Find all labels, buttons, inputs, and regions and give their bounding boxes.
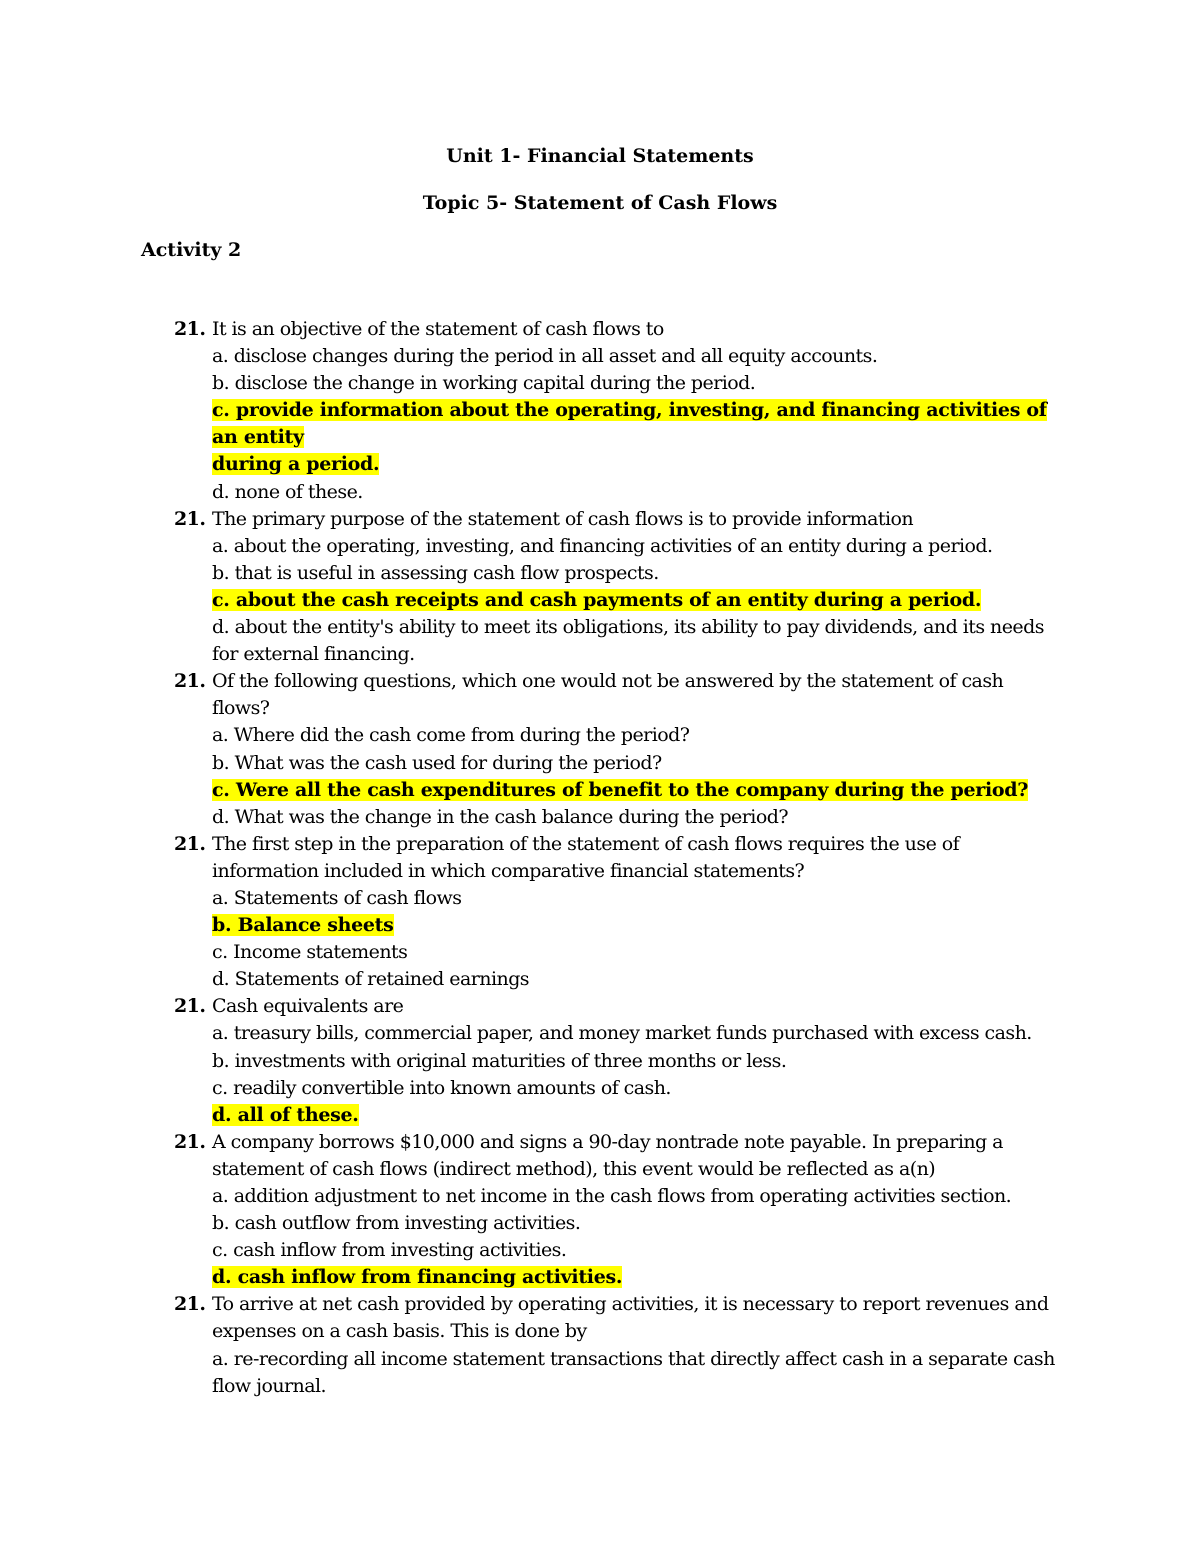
question-item [141, 506, 1056, 669]
question-number: 21. [174, 318, 206, 340]
answer-option: c. Income statements [212, 941, 408, 964]
highlighted-answer: c. about the cash receipts and cash payments of an entity during a period. [212, 588, 982, 611]
question-number: 21. [174, 832, 206, 855]
answer-option: b. investments with original maturities of three months or less. [212, 1049, 787, 1072]
question-stem: Cash equivalents are [212, 995, 404, 1018]
answer-option-correct-continued [212, 451, 1056, 478]
question-item [141, 316, 1056, 506]
answer-option-correct [212, 1102, 1056, 1129]
answer-option: d. none of these. [212, 480, 363, 503]
answer-option: d. about the entity's ability to meet its obligations, its ability to pay dividends, and its needs for external financing. [212, 616, 1044, 666]
highlighted-answer: d. all of these. [212, 1103, 359, 1126]
answer-option: a. Where did the cash come from during the period? [212, 724, 690, 747]
question-item [141, 668, 1056, 831]
question-stem: It is an objective of the statement of cash flows to [212, 318, 664, 340]
question-number: 21. [174, 1293, 206, 1316]
answer-option-correct [212, 1264, 1056, 1291]
question-stem: The first step in the preparation of the statement of cash flows requires the use of information included in which comparative financial statements? [212, 832, 960, 882]
answer-option: b. cash outflow from investing activities. [212, 1212, 581, 1235]
answer-option-correct [212, 777, 1056, 804]
question-stem: A company borrows $10,000 and signs a 90-day nontrade note payable. In preparing a statement of cash flows (indirect method), this event would be reflected as a(n) [212, 1130, 1003, 1180]
question-item [141, 1129, 1056, 1292]
answer-option: a. disclose changes during the period in all asset and all equity accounts. [212, 345, 878, 368]
answer-option: a. re-recording all income statement transactions that directly affect cash in a separate cash flow journal. [212, 1347, 1055, 1397]
answer-option: b. that is useful in assessing cash flow prospects. [212, 561, 659, 584]
answer-option: b. What was the cash used for during the period? [212, 751, 662, 774]
question-number: 21. [174, 1130, 206, 1153]
answer-option-correct [212, 397, 1056, 451]
question-stem: The primary purpose of the statement of cash flows is to provide information [212, 507, 914, 530]
answer-option: d. What was the change in the cash balance during the period? [212, 805, 788, 828]
answer-option-correct [212, 587, 1056, 614]
highlighted-answer: d. cash inflow from financing activities. [212, 1266, 623, 1289]
highlighted-answer: b. Balance sheets [212, 914, 394, 937]
question-number: 21. [174, 507, 206, 530]
answer-option: c. readily convertible into known amounts of cash. [212, 1076, 671, 1099]
question-item [141, 993, 1056, 1128]
question-stem: Of the following questions, which one would not be answered by the statement of cash flows? [212, 670, 1004, 720]
question-number: 21. [174, 995, 206, 1018]
question-item [141, 1291, 1056, 1399]
question-item [141, 831, 1056, 994]
question-list [141, 316, 1056, 1400]
highlighted-answer-line: during a period. [212, 453, 380, 476]
answer-option: a. addition adjustment to net income in the cash flows from operating activities section. [212, 1185, 1012, 1207]
answer-option: c. cash inflow from investing activities. [212, 1239, 567, 1262]
answer-option: b. disclose the change in working capital during the period. [212, 372, 756, 395]
answer-option: a. about the operating, investing, and financing activities of an entity during a period. [212, 534, 993, 557]
answer-option-correct [212, 912, 1056, 939]
unit-title: Unit 1- Financial Statements [446, 145, 754, 167]
question-stem: To arrive at net cash provided by operating activities, it is necessary to report revenues and expenses on a cash basis. This is done by [212, 1293, 1049, 1343]
highlighted-answer: c. Were all the cash expenditures of benefit to the company during the period? [212, 778, 1029, 801]
activity-heading: Activity 2 [141, 239, 242, 261]
highlighted-answer-line: c. provide information about the operating, investing, and financing activities of an entity [212, 399, 1047, 449]
answer-option: a. treasury bills, commercial paper, and money market funds purchased with excess cash. [212, 1022, 1032, 1045]
answer-option: d. Statements of retained earnings [212, 968, 530, 991]
question-number: 21. [174, 670, 206, 693]
answer-option: a. Statements of cash flows [212, 886, 462, 909]
topic-title: Topic 5- Statement of Cash Flows [422, 192, 778, 214]
